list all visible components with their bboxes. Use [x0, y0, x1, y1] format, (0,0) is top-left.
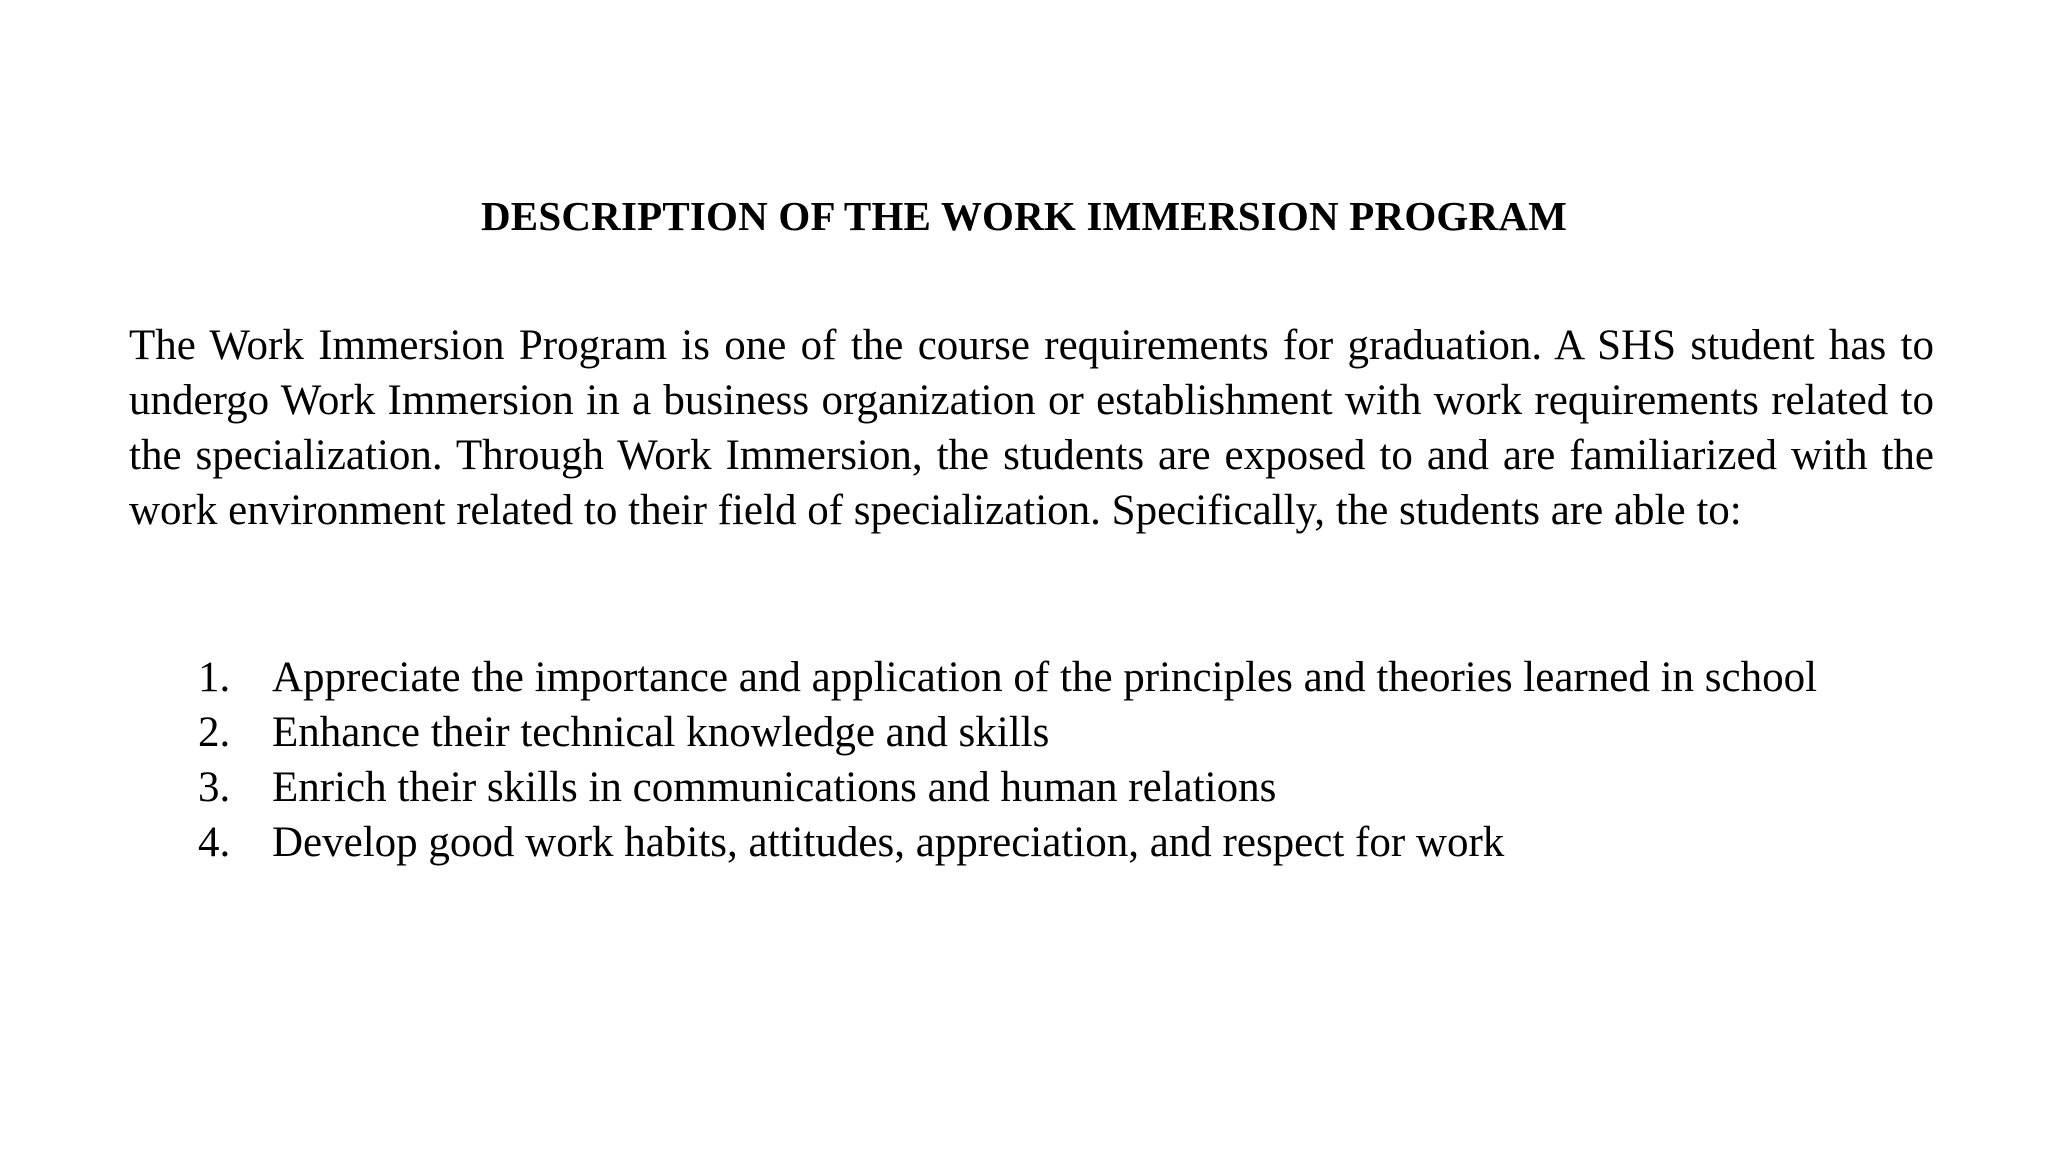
list-item-text: Enhance their technical knowledge and skills: [272, 709, 1050, 756]
list-item-number: 4.: [198, 819, 231, 866]
list-item-text: Enrich their skills in communications and human relations: [272, 764, 1277, 811]
intro-paragraph: The Work Immersion Program is one of the course requirements for graduation. A SHS student has to undergo Work Immersion in a business organization or establishment with work requirements related to the specialization. Through Work Immersion, the students are exposed to and are familiarized with the work environment related to their field of specialization. Specifically, the students are able to:: [129, 322, 1934, 534]
objectives-list: [198, 650, 1934, 870]
list-item: [198, 815, 1934, 870]
list-item: [198, 650, 1934, 705]
list-item-text: Appreciate the importance and application of the principles and theories learned in school: [272, 654, 1818, 701]
list-item-text: Develop good work habits, attitudes, appreciation, and respect for work: [272, 819, 1505, 866]
list-item: [198, 760, 1934, 815]
list-item-number: 1.: [198, 654, 231, 701]
list-item: [198, 705, 1934, 760]
list-item-number: 3.: [198, 764, 231, 811]
document-title: DESCRIPTION OF THE WORK IMMERSION PROGRAM: [480, 193, 1568, 239]
list-item-number: 2.: [198, 709, 231, 756]
